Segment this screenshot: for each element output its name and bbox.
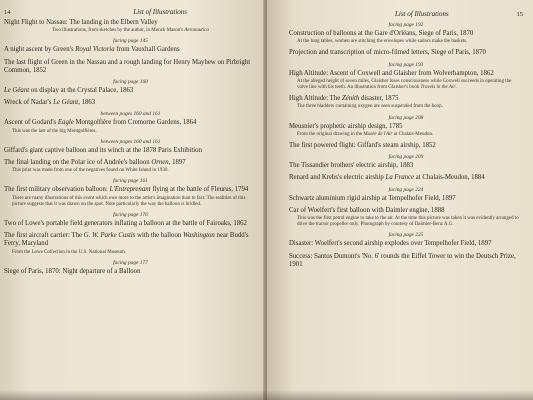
entry-italic: G. W. Parke Custis [83,232,136,240]
entry-italic: Ornen [151,159,169,167]
entry-italic: L'Entreprenant [109,186,151,194]
right-page [267,0,533,400]
entry-caption: At the long tables, women are stitching the envelopes while sailors make the baskets. [297,39,468,45]
right-page-header [289,10,523,18]
entry-caption [297,79,523,91]
entry-title: , 1897 [168,159,186,167]
illustration-entry [4,87,257,95]
entry-title: A night ascent by Green's [4,46,76,54]
illustration-entry [4,232,257,256]
entry-italic: Zénith [341,95,360,103]
entry-title: The first military observation balloon: [4,186,110,194]
illustration-entry: Schwartz aluminium rigid airship at Tempelhofer Field, 1897 [289,194,456,202]
entry-title: High Altitude: The [289,95,342,103]
illustration-entry [289,123,523,138]
entry-title: Ascent of Godard's [4,119,58,127]
entry-caption: The three bladders containing oxygen are seen suspended from the hoop. [297,104,443,110]
entry-title: disaster, 1875 [359,95,399,103]
illustration-entry [4,99,257,107]
caption-text: at Chalais-Meudon. [392,131,434,137]
entry-italic: Eagle [57,119,74,127]
caption-text: . [455,85,457,91]
entry-italic: Royal Victoria [75,46,115,54]
left-page [0,0,265,400]
entry-title: on display at the Crystal Palace, 1863 [29,87,134,95]
entry-caption [297,132,523,138]
illustration-entry [289,95,523,110]
illustration-entry [289,174,523,182]
facing-page-label: facing page 209 [388,154,424,161]
entry-title: Car of Woelfert's first balloon with Daimler engine, 1888 [289,206,445,214]
facing-page-label: facing page 224 [388,186,424,193]
entry-title: Renard and Krebs's electric airship [289,174,386,182]
entry-italic: La France [385,174,415,182]
illustration-entry: The first powered flight: Giffard's steam airship, 1852 [289,142,436,150]
entry-title: Wreck of Nadar's [4,99,54,107]
facing-page-label: facing page 208 [388,114,424,121]
entry-title: flying at the battle of Fleurus, 1794 [150,186,249,194]
entry-caption [4,28,257,34]
illustration-entry: The last flight of Green in the Nassau and a rough landing for Henry Mayhew on Pirbright Common, 1852 [4,58,251,74]
entry-title: with the balloon [135,232,183,240]
illustration-entry: Siege of Paris, 1870: Night departure of a Balloon [4,267,141,275]
entry-title: High Altitude: Ascent of Coxwell and Glaisher from Wolverhampton, 1862 [289,69,494,77]
left-page-header [4,8,257,16]
facing-page-label: facing page 161 [113,178,148,185]
running-title: List of Illustrations [133,8,187,16]
illustration-entry: Projection and transcription of micro-filmed letters, Siege of Paris, 1870 [289,49,486,57]
entry-title: Montgolfière from Cremorne Gardens, 1864 [73,119,197,127]
caption-italic: Aeronautica [184,28,209,34]
entry-title: The first aircraft carrier: The [4,232,84,240]
entry-italic: Washington [182,232,215,240]
illustration-entry: Success: Santos Dumont's 'No. 6' rounds the Eiffel Tower to win the Deutsch Prize, 1901 [289,252,516,268]
entry-title: Meusnier's prophetic airship design, 1785 [289,122,403,130]
entry-caption: From the Lowe Collection in the U.S. National Museum. [12,249,127,255]
facing-page-label: between pages 160 and 161 [100,138,161,145]
facing-page-label: between pages 160 and 161 [100,111,161,118]
caption-text: Two illustrations, from sketches by the author, in Monck Mason's [52,28,185,34]
illustration-entry [4,119,257,134]
entry-title: near Budd's Ferry, Maryland [4,232,249,248]
entry-title: The final landing on the Polar ice of Andrée's balloon [4,159,152,167]
illustration-entry [289,70,523,92]
illustration-entry: Giffard's giant captive balloon and its winch at the 1878 Paris Exhibition [4,146,202,154]
caption-italic: Musée de l'Air [363,131,393,137]
illustration-entry: Two of Lowe's portable field generators inflating a balloon at the battle of Fairoaks, 1862 [4,220,247,228]
facing-page-label: facing page 177 [113,259,148,266]
caption-text: From the original drawing in the [297,131,364,137]
entry-italic: Le Géant [4,87,30,95]
entry-italic: Le Géant [53,99,79,107]
facing-page-label: facing page 145 [113,38,148,45]
entry-title: from Vauxhall Gardens [114,46,180,54]
facing-page-label: facing page 193 [388,61,424,68]
illustration-entry [4,159,257,174]
illustration-entry [4,46,257,54]
caption-italic: Travels in the Air [420,85,456,91]
entry-caption: This was the last of the big Montgolfières. [12,128,97,134]
caption-text: At the alleged height of seven miles, Glaisher loses consciousness while Coxwell succeeds in operating the valve line with his teeth. An illustration from Glaisher's book [297,78,512,91]
facing-page-label: facing page 225 [388,232,424,239]
page-number: 14 [4,9,11,16]
running-title: List of Illustrations [395,10,449,18]
page-number: 15 [516,11,523,18]
illustration-entry [289,30,523,45]
illustration-entry: Disaster: Woelfert's second airship explodes over Tempelhofer Field, 1897 [289,240,492,248]
illustration-entry: The Tissandier brothers' electric airship, 1883 [289,162,414,170]
entry-title: Night Flight to Nassau: The landing in the Elbern Valley [4,19,158,26]
entry-title: , 1863 [78,99,96,107]
facing-page-label: facing page 176 [113,212,148,219]
entry-title: at Chalais-Meudon, 1884 [414,174,485,182]
facing-page-label: facing page 160 [113,79,148,86]
entry-caption: This print was made from one of the negatives found on White Island in 1930. [12,168,169,174]
illustration-entry [4,186,257,208]
illustration-entry [289,207,523,229]
illustration-entry [4,19,257,34]
entry-caption: There are many illustrations of this event which owe more to the artist's imagination than to fact. The realities of this picture suggests that it was drawn on the spot. Note particularly the way the balloon is bridled. [12,195,246,207]
facing-page-label: facing page 192 [388,22,424,28]
entry-title: Construction of balloons at the Gare d'Orléans, Siege of Paris, 1870 [289,30,474,37]
entry-caption: This was the first petrol engine to take to the air. At the time this picture was taken it was evidently arranged to drive the tractor propeller only. Photograph by courtesy of Daimler-Benz A.G. [297,216,519,228]
